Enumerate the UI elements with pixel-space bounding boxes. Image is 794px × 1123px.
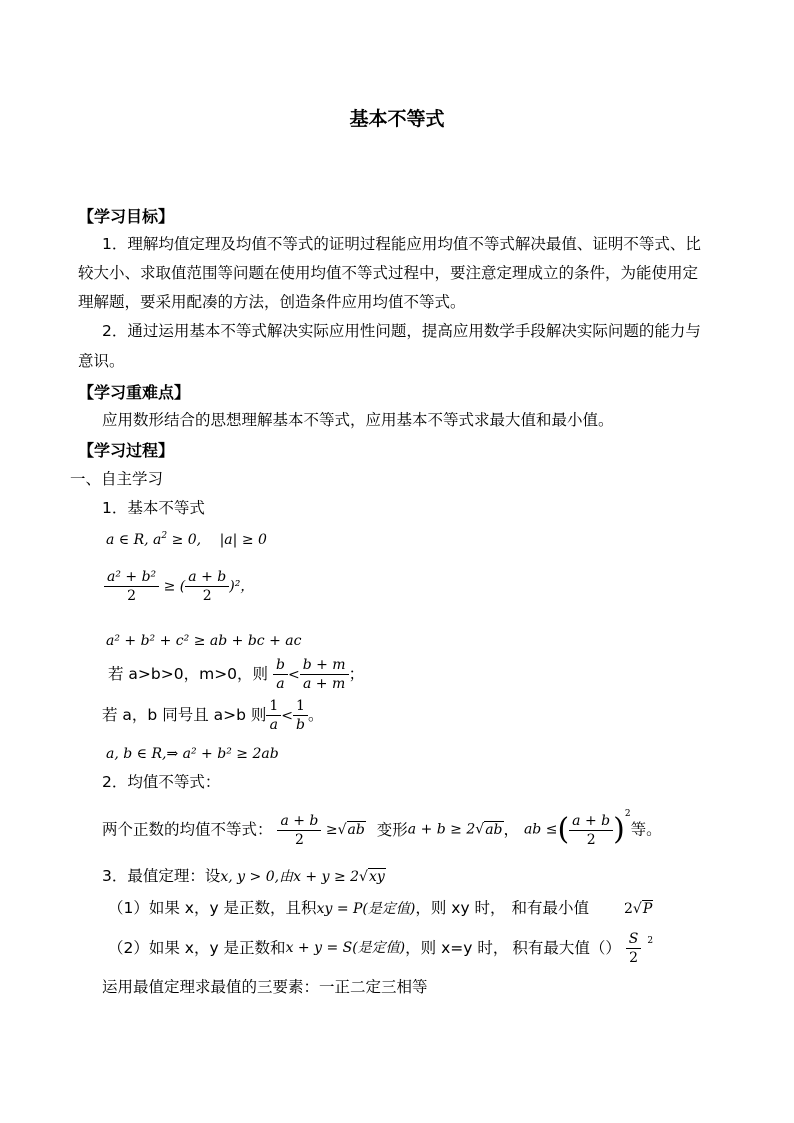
max-min-case-1: （1）如果 x，y 是正数，且积xy = P(是定值)，则 xy 时， 和有最小值 2√P [108,899,653,917]
formula-basic-inequality: a, b ∈ R,⇒ a² + b² ≥ 2ab [106,746,279,762]
objective-1-line-2: 较大小、求取值范围等问题在使用均值不等式过程中，要注意定理成立的条件，为能使用定 [78,264,699,282]
subsection-1-heading: 1．基本不等式 [102,499,205,517]
formula-reciprocal-inequality: 若 a，b 同号且 a>b 则 $\frac{1}{a}$ < $\frac{1}{b}$ 。 [102,698,324,733]
formula-fraction-inequality: 若 a>b>0，m>0，则 $\frac{b}{a}$ < $\frac{b + m}{a + m}$ ； [108,657,365,692]
subsection-2-heading: 2．均值不等式： [102,773,221,791]
formula-quadratic-mean: $\frac{\text{a² + b²}}{2}$ ≥ ( $\frac{a + b}{2}$ )²， [104,568,254,605]
mean-inequality-line: 两个正数的均值不等式： $\frac{a + b}{2}$ ≥√ab 变形a + b ≥ 2√ab， ab ≤( $\frac{a + b}{2}$ )$^2$等。 [102,809,662,848]
subsection-3-heading: 3．最值定理：设x, y > 0,由x + y ≥ 2√xy [102,867,385,885]
formula-square-nonneg: a ∈ R, $a^2 \ge 0$, |a| ≥ 0 [106,531,267,548]
part-1-heading: 一、自主学习 [70,470,164,488]
objective-2-line-1: 2．通过运用基本不等式解决实际应用性问题，提高应用数学手段解决实际问题的能力与 [102,322,701,340]
formula-three-squares: a² + b² + c² ≥ ab + bc + ac [106,633,302,649]
page-title: 基本不等式 [349,108,445,130]
difficulties-text: 应用数形结合的思想理解基本不等式，应用基本不等式求最大值和最小值。 [102,411,614,429]
objective-1-line-3: 理解题，要采用配凑的方法，创造条件应用均值不等式。 [78,293,466,311]
objective-2-line-2: 意识。 [78,352,125,370]
section-heading-process: 【学习过程】 [78,441,175,460]
objective-1-line-1: 1．理解均值定理及均值不等式的证明过程能应用均值不等式解决最值、证明不等式、比 [102,235,701,253]
max-min-case-2: （2）如果 x，y 是正数和x + y = S(是定值)，则 x=y 时， 积有最大值（） $\frac{S}{2}$ $^2$ [108,931,654,966]
section-heading-difficulties: 【学习重难点】 [78,383,191,402]
closing-text: 运用最值定理求最值的三要素：一正二定三相等 [102,978,428,996]
section-heading-objectives: 【学习目标】 [78,207,175,226]
